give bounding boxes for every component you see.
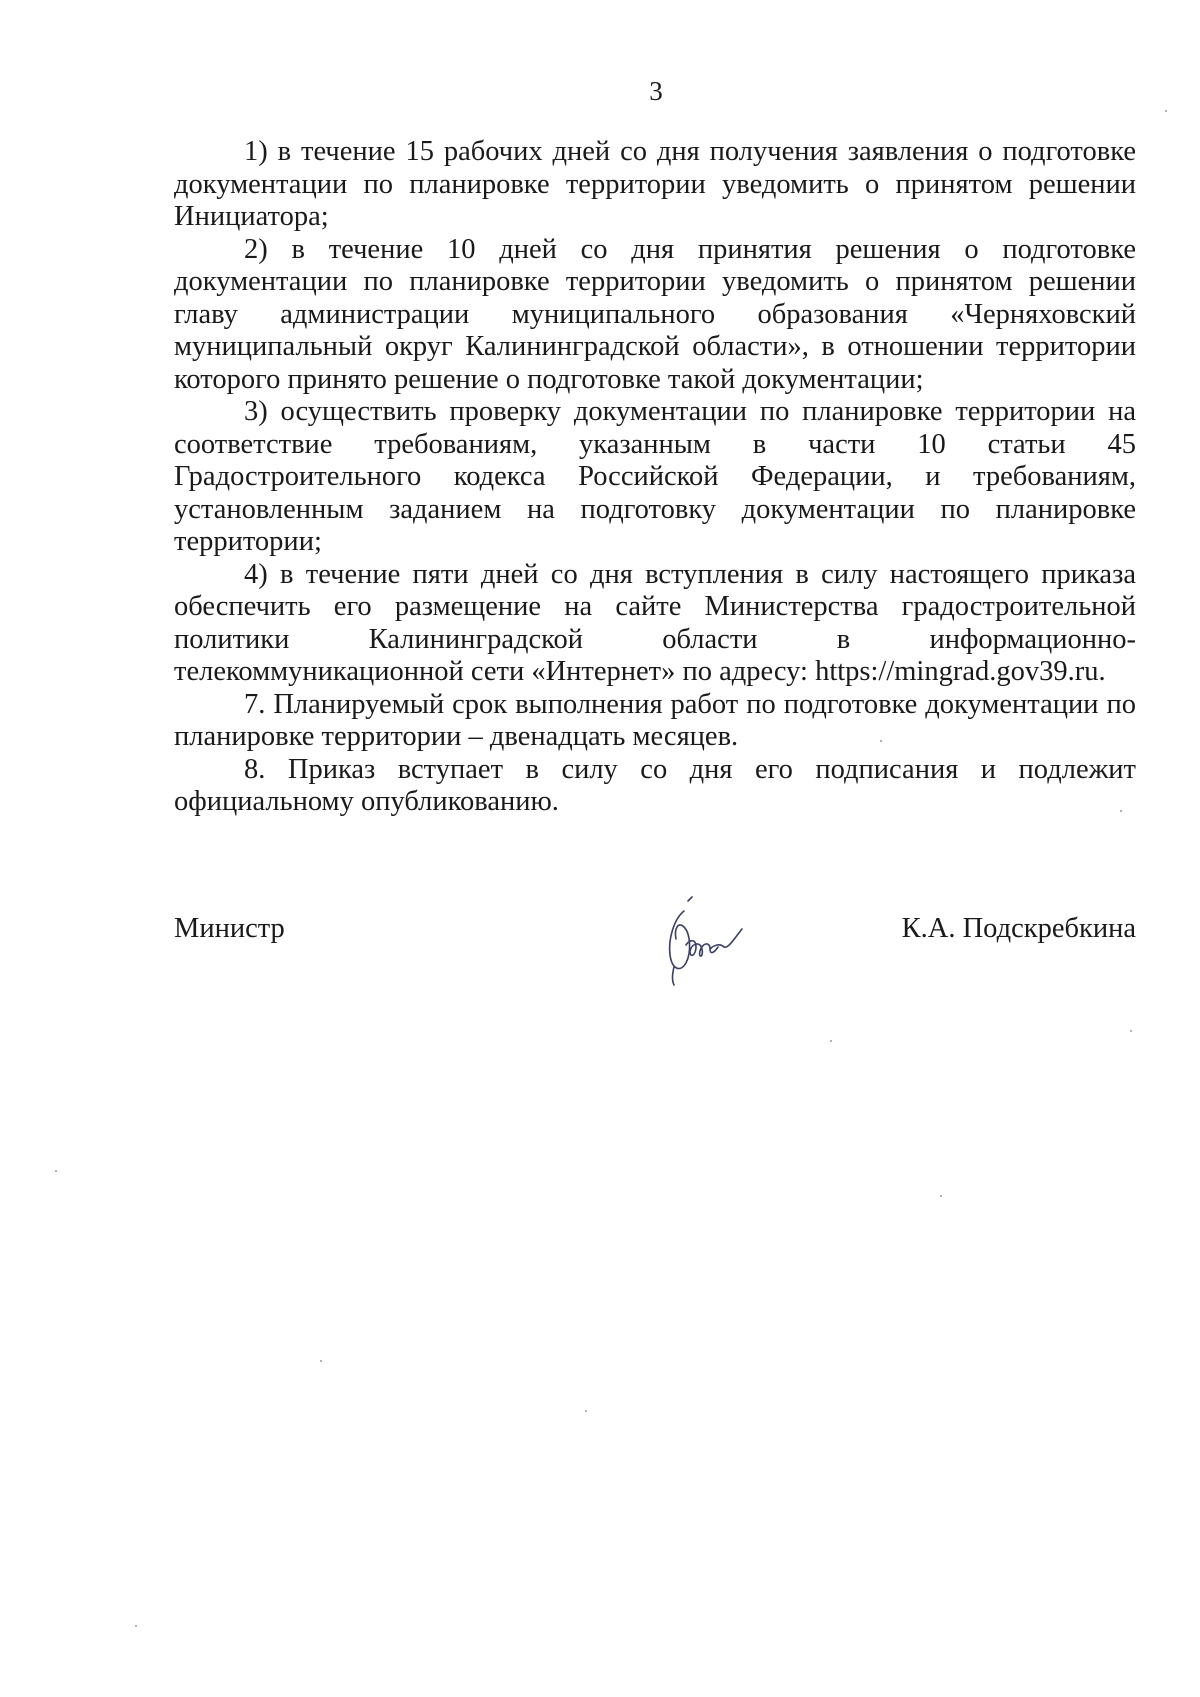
page-number: 3 xyxy=(649,76,663,106)
paragraph-item-1 xyxy=(174,136,1136,234)
paragraph-number: 1) xyxy=(244,136,268,167)
handwritten-signature-icon xyxy=(644,889,754,999)
paragraph-clause-7 xyxy=(174,689,1136,754)
paragraph-item-3 xyxy=(174,396,1136,559)
signature-block xyxy=(174,905,1136,985)
paragraph-number: 8. xyxy=(244,753,266,785)
paragraph-text: в течение 10 дней со дня принятия решения о подготовке документации по планировке территории уведомить о принятом решении главу администрации муниципального образования «Черняховский муниципальный округ Калининградской области», в отношении территории которого принято решение о подготовке такой документации; xyxy=(174,233,1136,395)
signatory-name: К.А. Подскребкина xyxy=(901,913,1136,944)
scan-speck xyxy=(940,1195,942,1197)
scan-speck xyxy=(880,740,882,742)
scan-speck xyxy=(830,1040,832,1042)
order-body-text xyxy=(174,136,1136,819)
paragraph-number: 4) xyxy=(244,558,268,590)
scan-speck xyxy=(1120,810,1122,812)
paragraph-item-4 xyxy=(174,559,1136,689)
paragraph-clause-8 xyxy=(174,754,1136,819)
paragraph-number: 7. xyxy=(244,688,266,720)
scan-speck xyxy=(55,1170,57,1172)
scan-speck xyxy=(585,1410,587,1412)
paragraph-number: 3) xyxy=(244,396,268,427)
paragraph-text: в течение 15 рабочих дней со дня получения заявления о подготовке документации по планировке территории уведомить о принятом решении Инициатора; xyxy=(174,136,1136,232)
paragraph-text: осуществить проверку документации по планировке территории на соответствие требованиям, указанным в части 10 статьи 45 Градостроительного кодекса Российской Федерации, и требованиям, установленным заданием на подготовку документации по планировке территории; xyxy=(174,396,1136,557)
scan-speck xyxy=(135,1625,137,1627)
scan-speck xyxy=(320,1360,322,1362)
paragraph-text: Планируемый срок выполнения работ по подготовке документации по планировке территории – двенадцать месяцев. xyxy=(174,688,1136,752)
scan-speck xyxy=(1130,1030,1132,1032)
scan-speck xyxy=(1165,110,1167,112)
paragraph-number: 2) xyxy=(244,233,268,265)
paragraph-text: Приказ вступает в силу со дня его подписания и подлежит официальному опубликованию. xyxy=(174,753,1136,817)
paragraph-item-2 xyxy=(174,234,1136,397)
paragraph-text: в течение пяти дней со дня вступления в силу настоящего приказа обеспечить его размещение на сайте Министерства градостроительной политики Калининградской области в информационно-телекоммуникационной сети «Интернет» по адресу: https://mingrad.gov39.ru. xyxy=(174,558,1136,687)
signatory-title: Министр xyxy=(174,913,285,944)
